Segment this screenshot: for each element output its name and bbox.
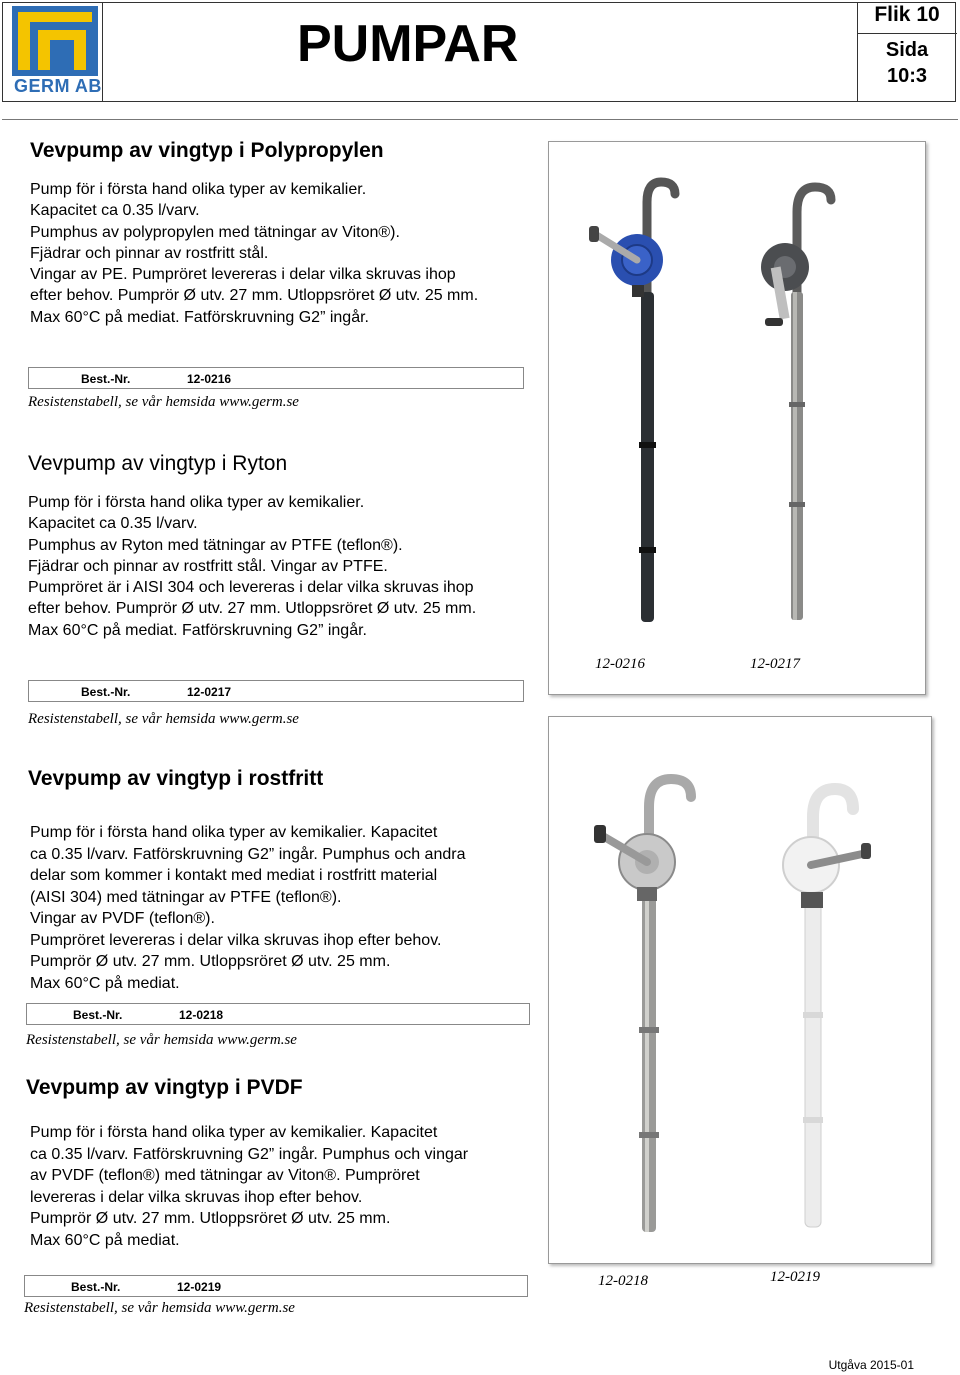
photo-caption: 12-0219: [770, 1269, 820, 1285]
product-photo-frame: [548, 141, 926, 695]
best-label: Best.-Nr.: [73, 1008, 123, 1022]
logo-text: GERM AB: [14, 76, 102, 96]
pump-illustration-pvdf: [783, 789, 871, 1227]
page-number: [860, 37, 954, 89]
resistance-note: Resistenstabell, se vår hemsida www.germ.se: [24, 1300, 295, 1316]
germ-logo: [12, 6, 98, 76]
best-label: Best.-Nr.: [71, 1280, 121, 1294]
section-body: Pump för i första hand olika typer av kemikalier. Kapacitet ca 0.35 l/varv. Fatförskruvning G2” ingår. Pumphus och vingar av PVDF (teflon®) med tätningar av Viton®. Pumpröret levereras i delar vilka skruvas ihop efter behov. Pumprör Ø utv. 27 mm. Utloppsröret Ø utv. 25 mm. Max 60°C på mediat.: [30, 1124, 469, 1249]
pump-illustration-stainless: [594, 779, 691, 1232]
header-divider: [857, 3, 858, 101]
sida-label: Sida: [885, 39, 929, 61]
flik-label: Flik 10: [874, 3, 940, 26]
best-number: 12-0216: [187, 372, 232, 386]
header-divider: [102, 3, 103, 101]
edition-footer: Utgåva 2015-01: [828, 1358, 914, 1372]
order-number-box: [26, 1003, 530, 1025]
best-number: 12-0219: [177, 1280, 222, 1294]
pump-photo: [549, 717, 931, 1263]
best-number: 12-0217: [187, 685, 232, 699]
section-heading: Vevpump av vingtyp i Polypropylen: [30, 139, 384, 162]
photo-caption: 12-0217: [750, 656, 800, 672]
pump-illustration-ryton: [761, 187, 831, 620]
section-body: Pump för i första hand olika typer av kemikalier. Kapacitet ca 0.35 l/varv. Pumphus av Ryton med tätningar av PTFE (teflon®). Fjädrar och pinnar av rostfritt stål. Vingar av PTFE. Pumpröret är i AISI 304 och levereras i delar vilka skruvas ihop efter behov. Pumprör Ø utv. 27 mm. Utloppsröret Ø utv. 25 mm. Max 60°C på mediat. Fatförskruvning G2” ingår.: [28, 494, 477, 639]
header-divider: [857, 33, 957, 34]
section-heading: Vevpump av vingtyp i Ryton: [28, 452, 288, 475]
page-title: PUMPAR: [297, 15, 519, 73]
product-photo-frame: [548, 716, 932, 1264]
best-label: Best.-Nr.: [81, 685, 131, 699]
resistance-note: Resistenstabell, se vår hemsida www.germ.se: [28, 711, 299, 727]
best-number: 12-0218: [179, 1008, 224, 1022]
header-separator: [2, 119, 958, 120]
section-heading: Vevpump av vingtyp i rostfritt: [28, 767, 324, 790]
order-number-box: [24, 1275, 528, 1297]
order-number-box: [28, 680, 524, 702]
resistance-note: Resistenstabell, se vår hemsida www.germ.se: [28, 394, 299, 410]
section-body: Pump för i första hand olika typer av kemikalier. Kapacitet ca 0.35 l/varv. Fatförskruvning G2” ingår. Pumphus och andra delar som kommer i kontakt med mediat i rostfritt material (AISI 304) med tätningar av PTFE (teflon®). Vingar av PVDF (teflon®). Pumpröret levereras i delar vilka skruvas ihop efter behov. Pumprör Ø utv. 27 mm. Utloppsröret Ø utv. 25 mm. Max 60°C på mediat.: [30, 824, 466, 992]
sida-value: 10:3: [886, 65, 928, 87]
resistance-note: Resistenstabell, se vår hemsida www.germ.se: [26, 1032, 297, 1048]
best-label: Best.-Nr.: [81, 372, 131, 386]
order-number-box: [28, 367, 524, 389]
pump-photo: [549, 142, 925, 694]
photo-caption: 12-0216: [595, 656, 645, 672]
photo-caption: 12-0218: [598, 1273, 648, 1289]
section-body: Pump för i första hand olika typer av kemikalier. Kapacitet ca 0.35 l/varv. Pumphus av polypropylen med tätningar av Viton®). Fjädrar och pinnar av rostfritt stål. Vingar av PE. Pumpröret levereras i delar vilka skruvas ihop efter behov. Pumprör Ø utv. 27 mm. Utloppsröret Ø utv. 25 mm. Max 60°C på mediat. Fatförskruvning G2” ingår.: [30, 181, 479, 326]
pump-illustration-polypropylene: [589, 182, 675, 622]
section-heading: Vevpump av vingtyp i PVDF: [26, 1076, 303, 1099]
